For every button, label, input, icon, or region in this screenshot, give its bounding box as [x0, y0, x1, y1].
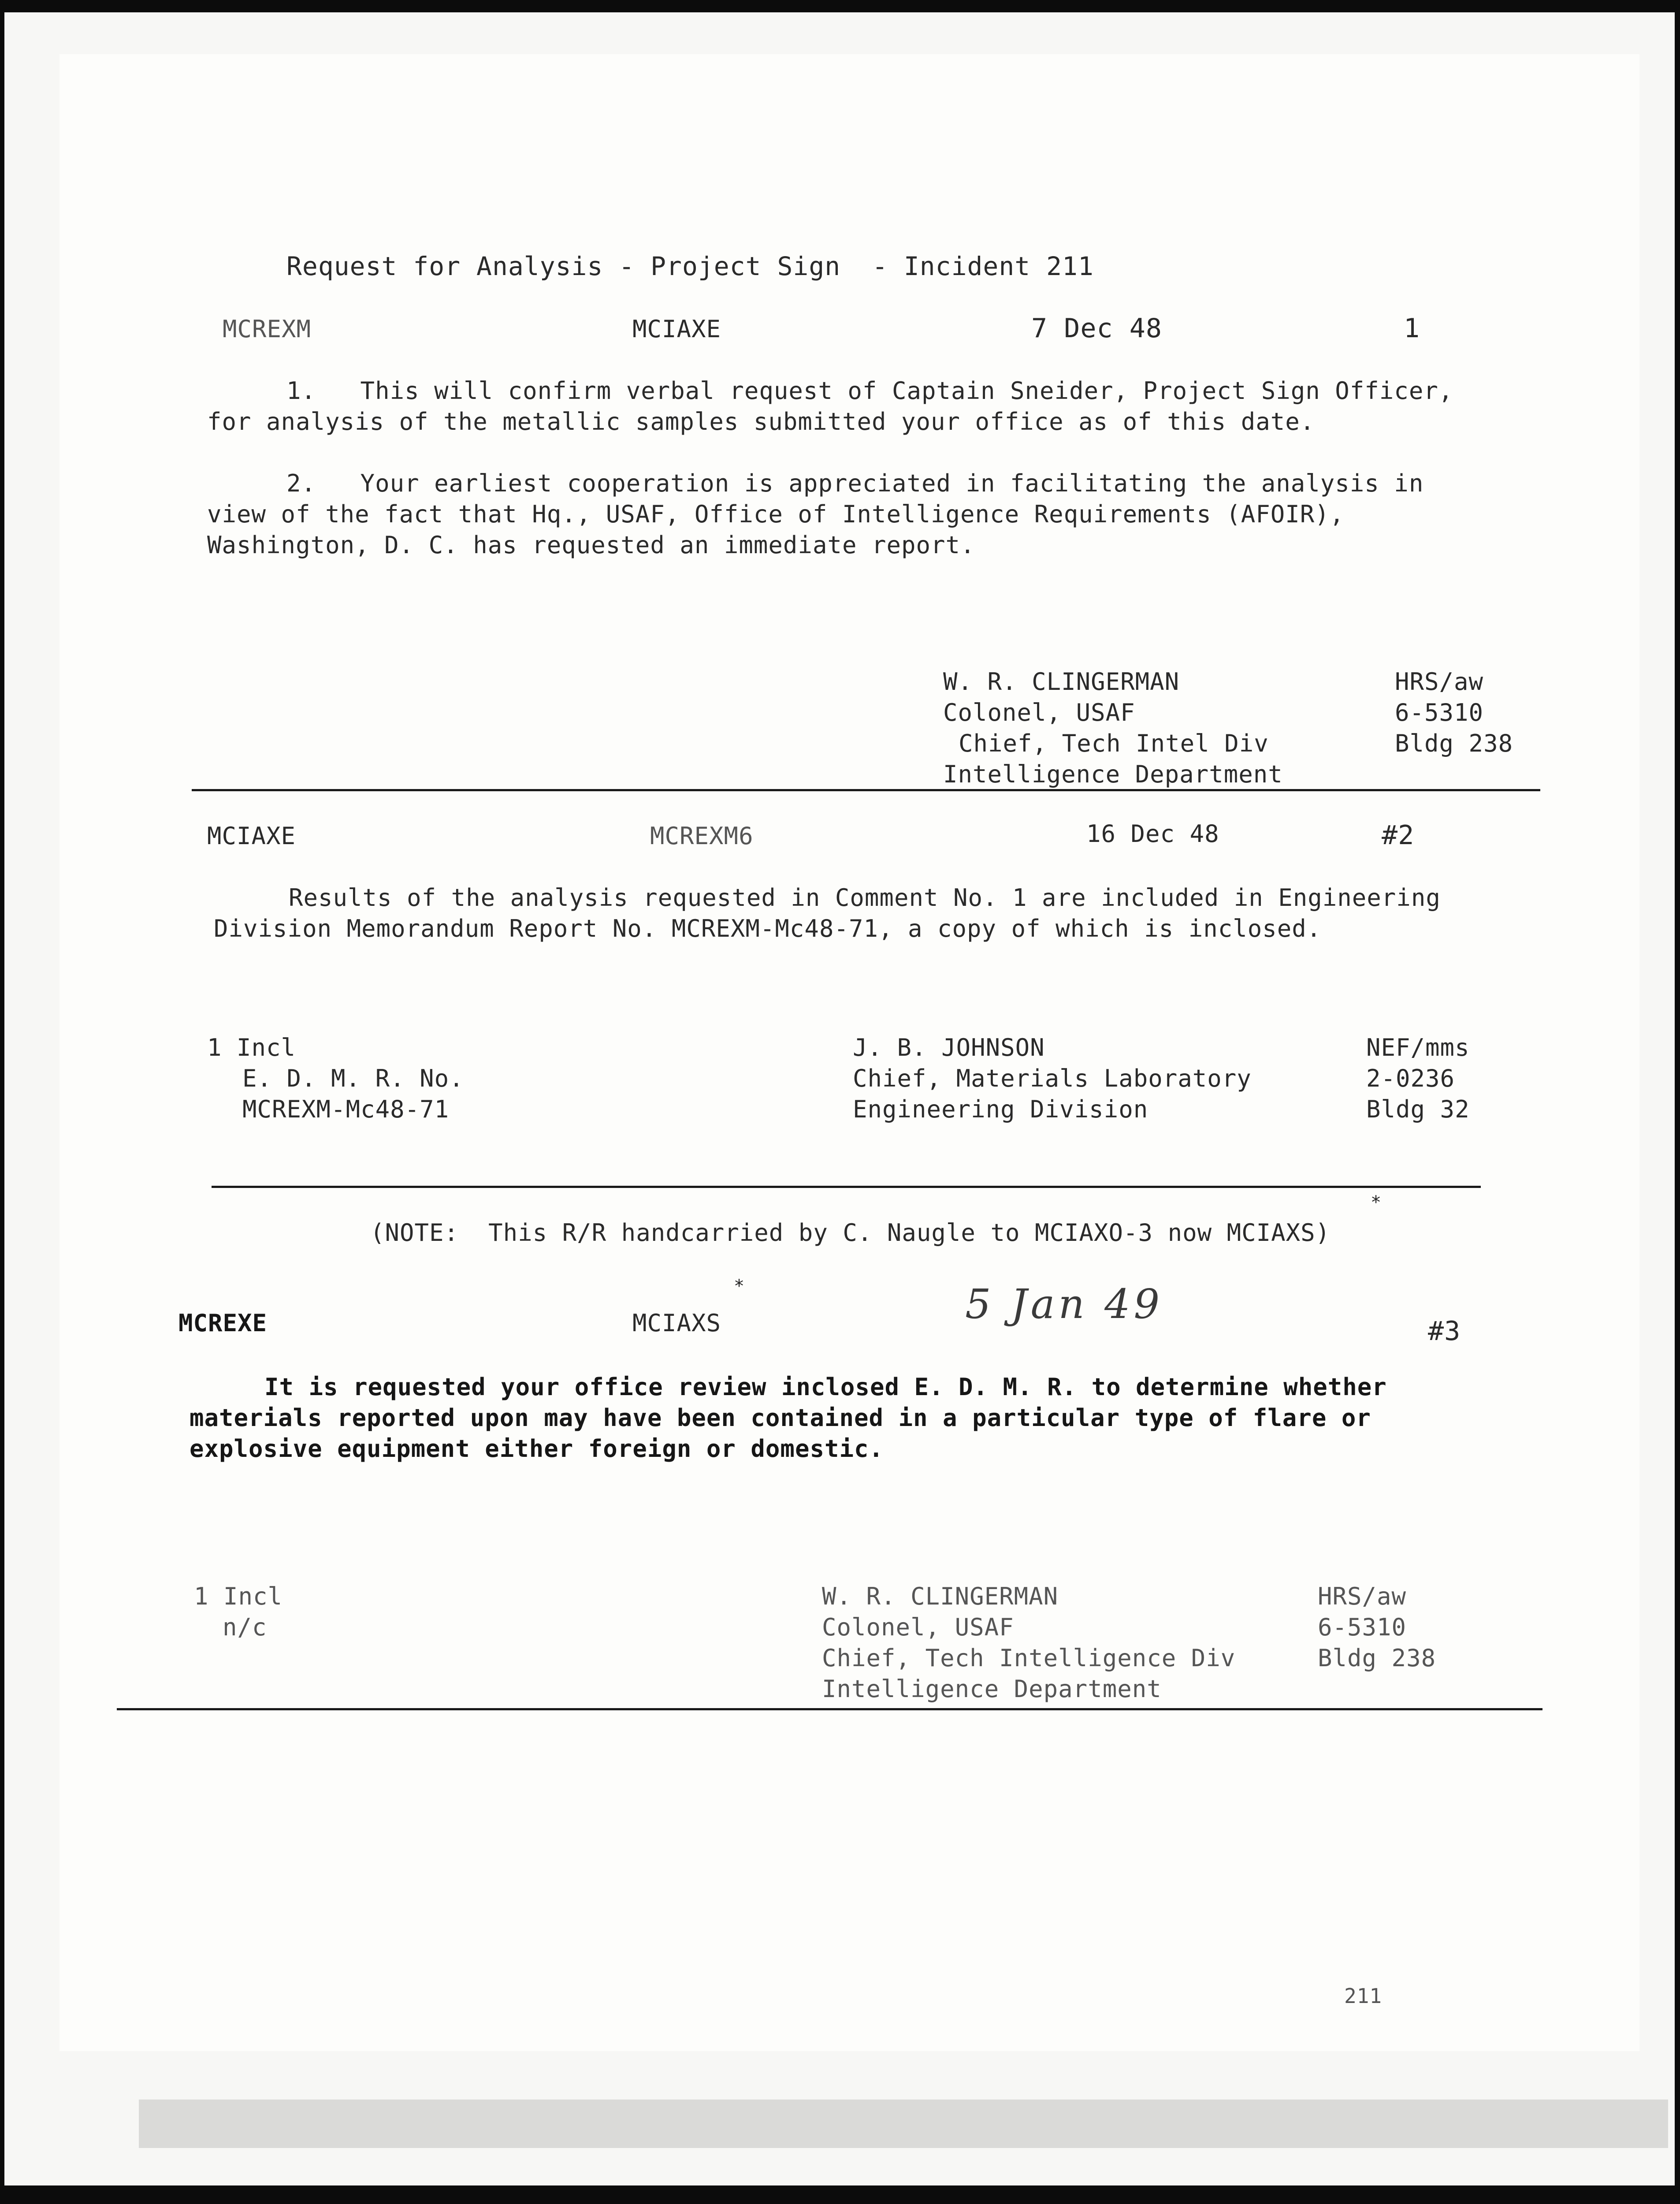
divider-3: [117, 1708, 1542, 1710]
comment2-signer-name: J. B. JOHNSON: [853, 1034, 1045, 1061]
comment2-to: MCREXM6: [650, 822, 754, 850]
comment1-signer-name: W. R. CLINGERMAN: [943, 668, 1180, 696]
comment3-signer-name: W. R. CLINGERMAN: [822, 1582, 1059, 1610]
divider-2: [212, 1186, 1481, 1188]
comment1-signer-title: Chief, Tech Intel Div: [959, 730, 1269, 757]
page-mark: 211: [1344, 1984, 1383, 2008]
divider-1: [192, 789, 1540, 791]
comment3-body-line3: explosive equipment either foreign or domestic.: [190, 1435, 884, 1463]
comment1-to: MCIAXE: [632, 315, 721, 343]
comment1-para2-line3: Washington, D. C. has requested an immediate report.: [207, 531, 975, 559]
comment3-enclosure-note: n/c: [223, 1613, 267, 1641]
comment2-signer-division: Engineering Division: [853, 1095, 1148, 1123]
comment1-ref-building: Bldg 238: [1395, 730, 1513, 757]
comment2-from: MCIAXE: [207, 822, 296, 850]
page-shadow: [139, 2100, 1668, 2148]
comment1-date: 7 Dec 48: [1031, 313, 1162, 344]
comment2-enclosure-ref: MCREXM-Mc48-71: [242, 1095, 450, 1123]
comment1-para2-line2: view of the fact that Hq., USAF, Office of Intelligence Requirements (AFOIR),: [207, 500, 1345, 528]
comment2-ref-building: Bldg 32: [1366, 1095, 1470, 1123]
comment3-to: MCIAXS: [632, 1309, 721, 1337]
comment2-number: #2: [1382, 820, 1415, 851]
comment1-signer-dept: Intelligence Department: [943, 760, 1283, 788]
comment1-para1-line1: 1. This will confirm verbal request of Captain Sneider, Project Sign Officer,: [286, 377, 1453, 405]
comment1-para2-line1: 2. Your earliest cooperation is appreciated in facilitating the analysis in: [286, 469, 1424, 497]
comment2-body-line2: Division Memorandum Report No. MCREXM-Mc48-71, a copy of which is inclosed.: [214, 915, 1322, 942]
comment3-ref-building: Bldg 238: [1318, 1644, 1436, 1672]
comment2-body-line1: Results of the analysis requested in Comment No. 1 are included in Engineering: [289, 884, 1441, 912]
comment3-ref-initials: HRS/aw: [1318, 1582, 1407, 1610]
comment3-signer-rank: Colonel, USAF: [822, 1613, 1014, 1641]
comment2-ref-phone: 2-0236: [1366, 1065, 1455, 1092]
comment1-from: MCREXM: [223, 315, 312, 343]
handcarry-note: (NOTE: This R/R handcarried by C. Naugle to MCIAXO-3 now MCIAXS): [370, 1219, 1331, 1247]
comment1-number: 1: [1404, 313, 1420, 344]
comment1-ref-phone: 6-5310: [1395, 699, 1484, 726]
document-title: Request for Analysis - Project Sign - Incident 211: [286, 251, 1094, 281]
comment2-date: 16 Dec 48: [1086, 820, 1219, 848]
comment2-enclosure-desc: E. D. M. R. No.: [242, 1065, 464, 1092]
comment2-enclosure-count: 1 Incl: [207, 1034, 296, 1061]
asterisk-mark-2: *: [734, 1276, 745, 1296]
comment3-handwritten-date: 5 Jan 49: [965, 1281, 1163, 1328]
comment3-body-line1: It is requested your office review inclosed E. D. M. R. to determine whether: [264, 1373, 1387, 1401]
comment1-para1-line2: for analysis of the metallic samples submitted your office as of this date.: [207, 408, 1315, 436]
comment3-enclosure-count: 1 Incl: [194, 1582, 283, 1610]
comment3-body-line2: materials reported upon may have been contained in a particular type of flare or: [190, 1404, 1371, 1432]
comment3-number: #3: [1428, 1316, 1461, 1347]
comment3-ref-phone: 6-5310: [1318, 1613, 1407, 1641]
comment2-ref-initials: NEF/mms: [1366, 1034, 1470, 1061]
comment3-from: MCREXE: [178, 1309, 268, 1337]
asterisk-mark: *: [1371, 1192, 1382, 1213]
comment1-ref-initials: HRS/aw: [1395, 668, 1484, 696]
comment2-signer-title: Chief, Materials Laboratory: [853, 1065, 1252, 1092]
comment3-signer-title: Chief, Tech Intelligence Div: [822, 1644, 1236, 1672]
comment1-signer-rank: Colonel, USAF: [943, 699, 1135, 726]
comment3-signer-dept: Intelligence Department: [822, 1675, 1162, 1703]
